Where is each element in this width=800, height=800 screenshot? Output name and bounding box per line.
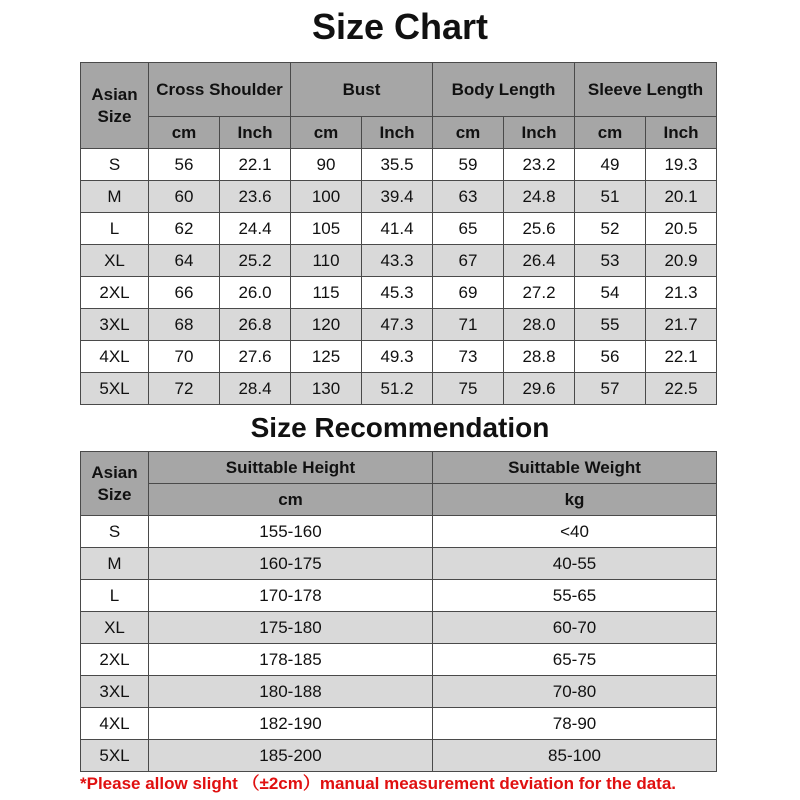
size-recommendation-row	[81, 580, 717, 612]
size-recommendation-unit-header: cm	[149, 484, 433, 516]
size-chart-unit-header: Inch	[220, 117, 291, 149]
size-chart-row	[81, 341, 717, 373]
table-cell: 70	[149, 341, 220, 373]
size-label-cell: 2XL	[81, 277, 149, 309]
size-label-cell: XL	[81, 245, 149, 277]
table-cell: 23.2	[504, 149, 575, 181]
table-cell: 53	[575, 245, 646, 277]
table-cell: 72	[149, 373, 220, 405]
table-cell: 56	[149, 149, 220, 181]
table-cell: 51	[575, 181, 646, 213]
size-chart-group-header: Body Length	[433, 63, 575, 117]
table-cell: 73	[433, 341, 504, 373]
size-label-cell: 3XL	[81, 676, 149, 708]
size-chart-unit-header: Inch	[504, 117, 575, 149]
size-label-cell: L	[81, 213, 149, 245]
table-cell: 47.3	[362, 309, 433, 341]
table-cell: 35.5	[362, 149, 433, 181]
table-cell: 26.8	[220, 309, 291, 341]
size-chart-group-header: Bust	[291, 63, 433, 117]
table-cell: 28.4	[220, 373, 291, 405]
table-cell: 40-55	[433, 548, 717, 580]
table-cell: 57	[575, 373, 646, 405]
table-cell: 63	[433, 181, 504, 213]
size-chart-group-header: Cross Shoulder	[149, 63, 291, 117]
table-cell: 70-80	[433, 676, 717, 708]
table-cell: 55	[575, 309, 646, 341]
size-chart-unit-header: cm	[575, 117, 646, 149]
table-cell: 55-65	[433, 580, 717, 612]
size-recommendation-group-header-row	[81, 452, 717, 484]
table-cell: 28.0	[504, 309, 575, 341]
size-label-cell: M	[81, 548, 149, 580]
table-cell: 29.6	[504, 373, 575, 405]
table-cell: 100	[291, 181, 362, 213]
size-recommendation-corner-label: Asian Size	[81, 452, 149, 516]
size-chart-corner-label: Asian Size	[81, 63, 149, 149]
table-cell: 56	[575, 341, 646, 373]
size-recommendation-unit-header-row	[81, 484, 717, 516]
table-cell: 19.3	[646, 149, 717, 181]
table-cell: 20.1	[646, 181, 717, 213]
table-cell: 43.3	[362, 245, 433, 277]
size-chart-row	[81, 149, 717, 181]
table-cell: 85-100	[433, 740, 717, 772]
size-chart-unit-header-row	[81, 117, 717, 149]
table-cell: 49	[575, 149, 646, 181]
table-cell: 180-188	[149, 676, 433, 708]
size-chart-row	[81, 213, 717, 245]
size-chart-row	[81, 245, 717, 277]
size-chart-unit-header: cm	[149, 117, 220, 149]
size-recommendation-row	[81, 676, 717, 708]
table-cell: 26.4	[504, 245, 575, 277]
table-cell: 60	[149, 181, 220, 213]
table-cell: 27.2	[504, 277, 575, 309]
table-cell: 90	[291, 149, 362, 181]
size-chart-title: Size Chart	[311, 6, 489, 47]
size-chart-unit-header: Inch	[362, 117, 433, 149]
table-cell: 120	[291, 309, 362, 341]
size-label-cell: L	[81, 580, 149, 612]
table-cell: 23.6	[220, 181, 291, 213]
size-recommendation-group-header: Suittable Weight	[433, 452, 717, 484]
table-cell: 68	[149, 309, 220, 341]
size-label-cell: 5XL	[81, 740, 149, 772]
table-cell: 182-190	[149, 708, 433, 740]
table-cell: 64	[149, 245, 220, 277]
size-chart-unit-header: Inch	[646, 117, 717, 149]
size-label-cell: XL	[81, 612, 149, 644]
size-label-cell: M	[81, 181, 149, 213]
size-label-cell: 4XL	[81, 341, 149, 373]
table-cell: 160-175	[149, 548, 433, 580]
size-recommendation-title: Size Recommendation	[250, 412, 550, 443]
table-cell: 22.5	[646, 373, 717, 405]
table-cell: 66	[149, 277, 220, 309]
table-cell: 20.9	[646, 245, 717, 277]
table-cell: 39.4	[362, 181, 433, 213]
table-cell: 28.8	[504, 341, 575, 373]
size-chart-group-header-row	[81, 63, 717, 117]
table-cell: 130	[291, 373, 362, 405]
size-recommendation-row	[81, 612, 717, 644]
table-cell: 125	[291, 341, 362, 373]
table-cell: 22.1	[646, 341, 717, 373]
size-label-cell: S	[81, 149, 149, 181]
size-chart-group-header: Sleeve Length	[575, 63, 717, 117]
size-label-cell: 3XL	[81, 309, 149, 341]
table-cell: 185-200	[149, 740, 433, 772]
table-cell: 75	[433, 373, 504, 405]
table-cell: 115	[291, 277, 362, 309]
size-chart-row	[81, 277, 717, 309]
size-chart-unit-header: cm	[433, 117, 504, 149]
table-cell: 20.5	[646, 213, 717, 245]
table-cell: 175-180	[149, 612, 433, 644]
table-cell: 65	[433, 213, 504, 245]
table-cell: 170-178	[149, 580, 433, 612]
size-label-cell: 2XL	[81, 644, 149, 676]
table-cell: 26.0	[220, 277, 291, 309]
size-recommendation-row	[81, 516, 717, 548]
table-cell: 110	[291, 245, 362, 277]
table-cell: 78-90	[433, 708, 717, 740]
size-recommendation-table	[80, 451, 717, 772]
table-cell: 54	[575, 277, 646, 309]
size-recommendation-row	[81, 644, 717, 676]
size-label-cell: S	[81, 516, 149, 548]
table-cell: 24.8	[504, 181, 575, 213]
table-cell: 51.2	[362, 373, 433, 405]
size-recommendation-row	[81, 708, 717, 740]
size-label-cell: 4XL	[81, 708, 149, 740]
size-chart-row	[81, 373, 717, 405]
size-label-cell: 5XL	[81, 373, 149, 405]
table-cell: 65-75	[433, 644, 717, 676]
table-cell: 60-70	[433, 612, 717, 644]
table-cell: 67	[433, 245, 504, 277]
table-cell: 178-185	[149, 644, 433, 676]
table-cell: 45.3	[362, 277, 433, 309]
table-cell: 25.2	[220, 245, 291, 277]
measurement-deviation-note: *Please allow slight （±2cm）manual measurement deviation for the data.	[80, 774, 677, 793]
table-cell: 21.3	[646, 277, 717, 309]
size-chart-table	[80, 62, 717, 405]
table-cell: 71	[433, 309, 504, 341]
size-chart-unit-header: cm	[291, 117, 362, 149]
size-recommendation-row	[81, 548, 717, 580]
table-cell: 105	[291, 213, 362, 245]
size-chart-row	[81, 309, 717, 341]
table-cell: 59	[433, 149, 504, 181]
size-chart-row	[81, 181, 717, 213]
table-cell: 155-160	[149, 516, 433, 548]
table-cell: 24.4	[220, 213, 291, 245]
table-cell: 52	[575, 213, 646, 245]
table-cell: 49.3	[362, 341, 433, 373]
size-recommendation-unit-header: kg	[433, 484, 717, 516]
table-cell: 21.7	[646, 309, 717, 341]
size-recommendation-row	[81, 740, 717, 772]
table-cell: 41.4	[362, 213, 433, 245]
table-cell: 22.1	[220, 149, 291, 181]
table-cell: 69	[433, 277, 504, 309]
table-cell: 62	[149, 213, 220, 245]
table-cell: 25.6	[504, 213, 575, 245]
size-recommendation-group-header: Suittable Height	[149, 452, 433, 484]
table-cell: <40	[433, 516, 717, 548]
table-cell: 27.6	[220, 341, 291, 373]
